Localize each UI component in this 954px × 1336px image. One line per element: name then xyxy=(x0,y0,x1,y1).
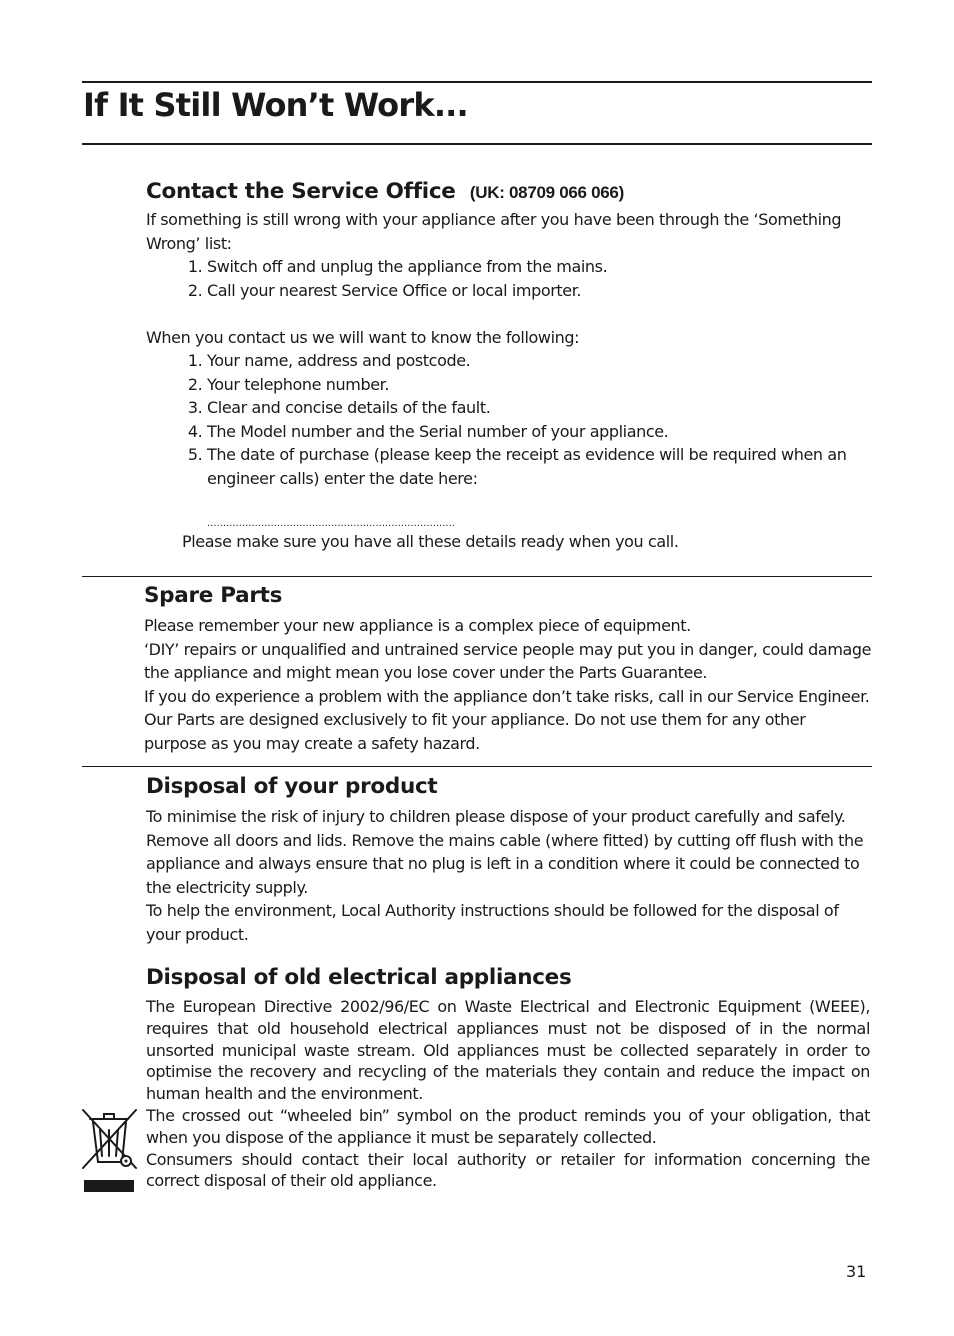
spare-parts-paragraph: Please remember your new appliance is a complex piece of equipment. xyxy=(144,616,691,635)
weee-paragraph: The European Directive 2002/96/EC on Waste Electrical and Electronic Equipment (WEEE), requires that old household electrical appliances must not be disposed of in the normal unsorted municipal waste stream. Old appliances must be collected separately in order to optimise the recovery and recycling of the materials they contain and reduce the impact on human health and the environment. xyxy=(146,997,870,1104)
disposal-product-paragraph: To minimise the risk of injury to children please dispose of your product carefully and safely. Remove all doors and lids. Remove the mains cable (where fitted) by cutting off flush with the appliance and always ensure that no plug is left in a condition where it could be connected to the electricity supply. xyxy=(146,807,864,897)
spare-parts-paragraph: If you do experience a problem with the appliance don’t take risks, call in our Service Engineer. Our Parts are designed exclusively to fit your appliance. Do not use them for any other purpose as you may create a safety hazard. xyxy=(144,686,870,753)
section-divider xyxy=(82,766,872,767)
know-intro: When you contact us we will want to know the following: xyxy=(146,327,580,347)
contact-section xyxy=(146,177,870,554)
list-item: 1. Your name, address and postcode. xyxy=(207,349,870,373)
list-item: 1. Switch off and unplug the appliance from the mains. xyxy=(207,255,870,279)
purchase-date-line: .............................................................................. xyxy=(207,518,455,529)
list-item: 2. Call your nearest Service Office or local importer. xyxy=(207,279,870,303)
section-divider xyxy=(82,576,872,577)
spare-parts-heading: Spare Parts xyxy=(144,583,283,608)
contact-heading-text: Contact the Service Office xyxy=(146,179,456,204)
list-item: 3. Clear and concise details of the fault. xyxy=(207,396,870,420)
service-phone: (UK: 08709 066 066) xyxy=(469,183,624,202)
contact-steps-list xyxy=(146,255,870,302)
contact-heading xyxy=(146,177,870,208)
page-title: If It Still Won’t Work... xyxy=(83,86,468,124)
disposal-electrical-heading: Disposal of old electrical appliances xyxy=(146,965,572,990)
weee-paragraph: Consumers should contact their local authority or retailer for information concerning the correct disposal of their old appliance. xyxy=(146,1149,870,1191)
list-item: 4. The Model number and the Serial number of your appliance. xyxy=(207,420,870,444)
crossed-out-wheeled-bin-icon xyxy=(80,1106,140,1196)
weee-paragraph: The crossed out “wheeled bin” symbol on the product reminds you of your obligation, that when you dispose of the appliance it must be separately collected. xyxy=(146,1105,870,1147)
spare-parts-paragraph: ‘DIY’ repairs or unqualified and untrained service people may put you in danger, could damage the appliance and might mean you lose cover under the Parts Guarantee. xyxy=(144,639,872,682)
title-bottom-rule xyxy=(82,143,872,145)
contact-intro: If something is still wrong with your appliance after you have been through the ‘Something Wrong’ list: xyxy=(146,210,842,253)
disposal-product-paragraph: To help the environment, Local Authority instructions should be followed for the disposal of your product. xyxy=(146,901,839,944)
spare-parts-section xyxy=(144,581,872,755)
list-item: 5. The date of purchase (please keep the receipt as evidence will be required when an engineer calls) enter the date here: xyxy=(207,443,870,490)
list-item: 2. Your telephone number. xyxy=(207,373,870,397)
disposal-product-section xyxy=(146,772,870,946)
disposal-electrical-section xyxy=(146,963,870,1192)
know-items-list xyxy=(146,349,870,490)
page-number: 31 xyxy=(846,1262,867,1281)
disposal-product-heading: Disposal of your product xyxy=(146,774,438,799)
ready-note: Please make sure you have all these details ready when you call. xyxy=(182,532,679,551)
title-top-rule xyxy=(82,81,872,83)
